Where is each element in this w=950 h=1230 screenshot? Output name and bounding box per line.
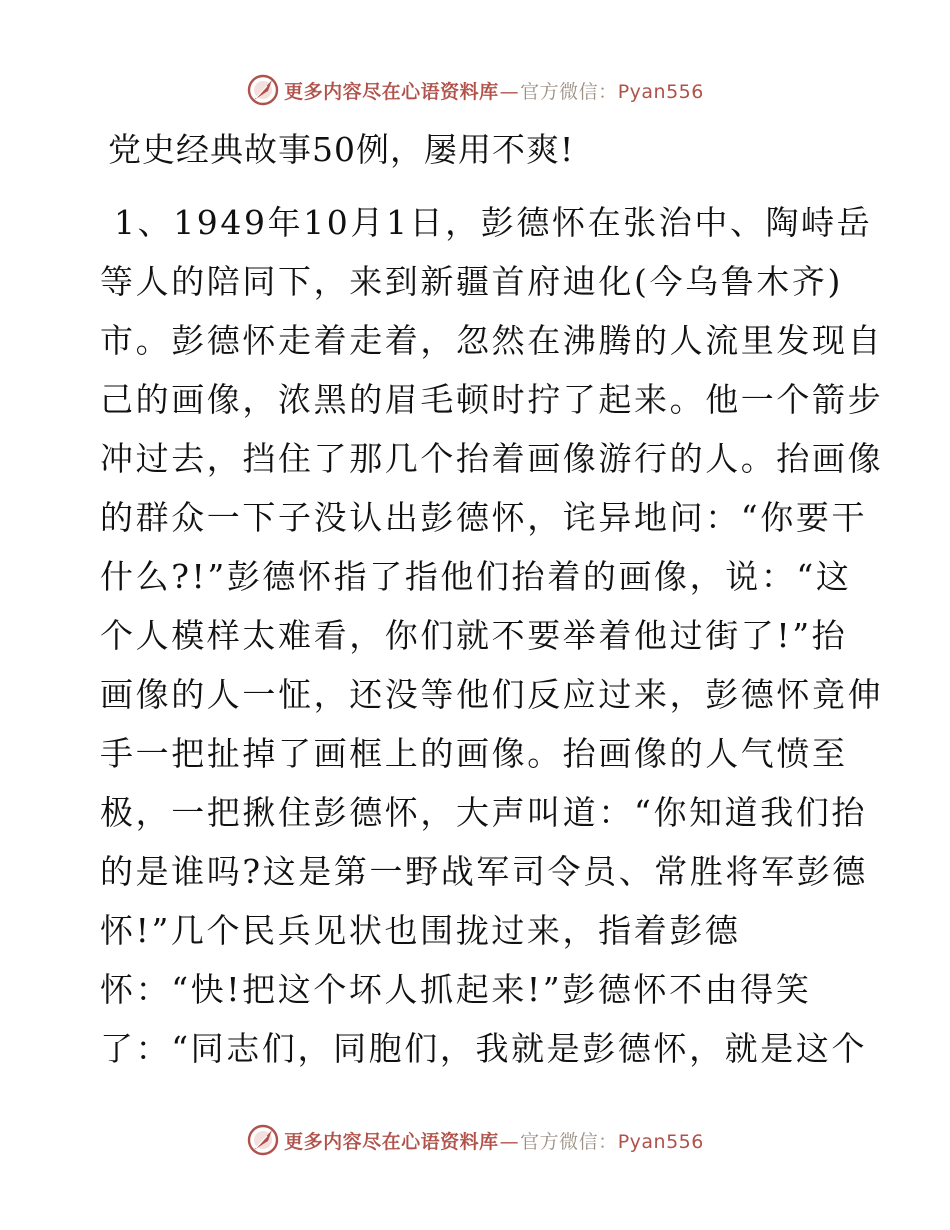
watermark-wechat-label: 官方微信： xyxy=(520,80,618,103)
body-line: 什么?!”彭德怀指了指他们抬着的画像，说：“这 xyxy=(100,557,852,596)
body-line: 手一把扯掉了画框上的画像。抬画像的人气愤至 xyxy=(100,734,848,773)
body-line: 的群众一下子没认出彭德怀，诧异地问：“你要干 xyxy=(100,498,868,537)
watermark-dash: — xyxy=(499,80,520,103)
body-line: 的是谁吗?这是第一野战军司令员、常胜将军彭德 xyxy=(100,852,868,891)
watermark-wechat-label: 官方微信： xyxy=(520,1130,618,1153)
document-body xyxy=(100,193,884,1078)
body-line: 1、1949年10月1日，彭德怀在张治中、陶峙岳 xyxy=(114,203,873,242)
watermark-wechat-id: Pyan556 xyxy=(617,1130,704,1153)
body-line: 了：“同志们，同胞们，我就是彭德怀，就是这个 xyxy=(100,1029,868,1068)
watermark-site-name: 更多内容尽在心语资料库 xyxy=(284,80,499,103)
footer-watermark xyxy=(0,1118,950,1162)
watermark-site-name: 更多内容尽在心语资料库 xyxy=(284,1130,499,1153)
body-line: 个人模样太难看，你们就不要举着他过街了!”抬 xyxy=(100,616,848,655)
feather-pen-seal-icon xyxy=(246,1123,280,1157)
body-line: 怀!”几个民兵见状也围拢过来，指着彭德 xyxy=(100,911,741,950)
body-line: 等人的陪同下，来到新疆首府迪化(今乌鲁木齐) xyxy=(100,262,843,301)
body-line: 市。彭德怀走着走着，忽然在沸腾的人流里发现自 xyxy=(100,321,884,360)
body-line: 极，一把揪住彭德怀，大声叫道：“你知道我们抬 xyxy=(100,793,868,832)
body-line: 画像的人一怔，还没等他们反应过来，彭德怀竟伸 xyxy=(100,675,884,714)
body-line: 冲过去，挡住了那几个抬着画像游行的人。抬画像 xyxy=(100,439,884,478)
body-line: 怀：“快!把这个坏人抓起来!”彭德怀不由得笑 xyxy=(100,970,812,1009)
watermark-text xyxy=(284,1127,704,1154)
document-title: 党史经典故事50例，屡用不爽! xyxy=(108,130,575,169)
watermark-wechat-id: Pyan556 xyxy=(617,80,704,103)
watermark-text xyxy=(284,77,704,104)
watermark-dash: — xyxy=(499,1130,520,1153)
body-line: 己的画像，浓黑的眉毛顿时拧了起来。他一个箭步 xyxy=(100,380,884,419)
header-watermark xyxy=(0,68,950,112)
feather-pen-seal-icon xyxy=(246,73,280,107)
